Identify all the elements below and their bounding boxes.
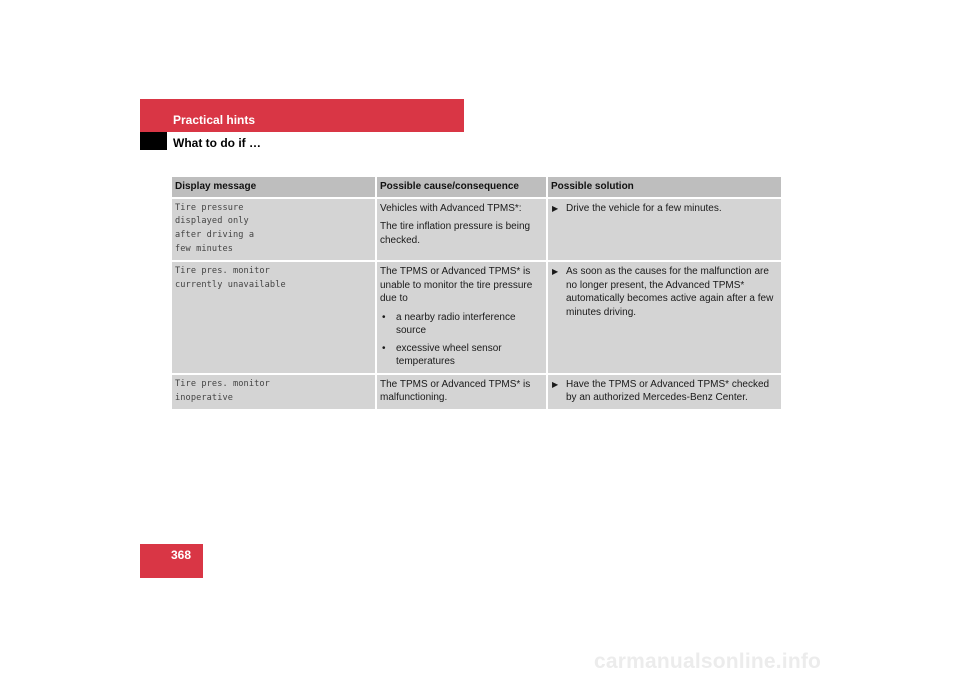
possible-cause-cell bbox=[376, 374, 547, 409]
table-row bbox=[172, 374, 781, 409]
cause-paragraph: The TPMS or Advanced TPMS* is malfunctioning. bbox=[380, 378, 531, 404]
display-message-table bbox=[172, 177, 781, 409]
page-number: 368 bbox=[171, 548, 192, 562]
watermark-text: carmanualsonline.info bbox=[594, 650, 822, 673]
possible-cause-cell bbox=[376, 261, 547, 374]
solution-step bbox=[551, 202, 778, 216]
bullet-icon: • bbox=[382, 342, 386, 354]
column-header-display-message: Display message bbox=[172, 177, 376, 198]
display-message-cell bbox=[172, 374, 376, 409]
display-message-cell bbox=[172, 261, 376, 374]
display-message-text: Tire pres. monitor inoperative bbox=[175, 378, 270, 403]
table-row bbox=[172, 261, 781, 374]
action-arrow-icon: ▶ bbox=[552, 267, 559, 277]
cause-bullet-text: a nearby radio interference source bbox=[396, 311, 516, 337]
cause-bullet-item bbox=[380, 311, 543, 338]
cause-paragraph: The TPMS or Advanced TPMS* is unable to monitor the tire pressure due to bbox=[380, 266, 533, 305]
column-header-possible-cause: Possible cause/consequence bbox=[376, 177, 547, 198]
column-header-possible-solution: Possible solution bbox=[547, 177, 781, 198]
table-header-row bbox=[172, 177, 781, 198]
solution-text: Drive the vehicle for a few minutes. bbox=[566, 202, 722, 214]
possible-solution-cell bbox=[547, 374, 781, 409]
cause-paragraph: Vehicles with Advanced TPMS*: bbox=[380, 202, 522, 214]
solution-text: Have the TPMS or Advanced TPMS* checked by an authorized Mercedes-Benz Center. bbox=[566, 378, 770, 404]
display-message-cell bbox=[172, 198, 376, 262]
solution-text: As soon as the causes for the malfunction are no longer present, the Advanced TPMS* automatically becomes active again after a few minutes driving. bbox=[566, 266, 774, 318]
bullet-icon: • bbox=[382, 311, 386, 323]
solution-step bbox=[551, 378, 778, 405]
table-row bbox=[172, 198, 781, 262]
section-marker bbox=[140, 132, 167, 150]
cause-bullet-text: excessive wheel sensor temperatures bbox=[396, 342, 502, 368]
possible-solution-cell bbox=[547, 198, 781, 262]
cause-bullet-item bbox=[380, 342, 543, 369]
action-arrow-icon: ▶ bbox=[552, 203, 559, 213]
display-message-text: Tire pressure displayed only after driving a few minutes bbox=[175, 202, 255, 254]
display-message-text: Tire pres. monitor currently unavailable bbox=[175, 266, 286, 291]
possible-solution-cell bbox=[547, 261, 781, 374]
solution-step bbox=[551, 265, 778, 319]
section-title: Practical hints bbox=[173, 113, 256, 127]
cause-paragraph: The tire inflation pressure is being checked. bbox=[380, 221, 531, 246]
action-arrow-icon: ▶ bbox=[552, 379, 559, 389]
possible-cause-cell bbox=[376, 198, 547, 262]
subsection-title: What to do if … bbox=[173, 136, 261, 150]
